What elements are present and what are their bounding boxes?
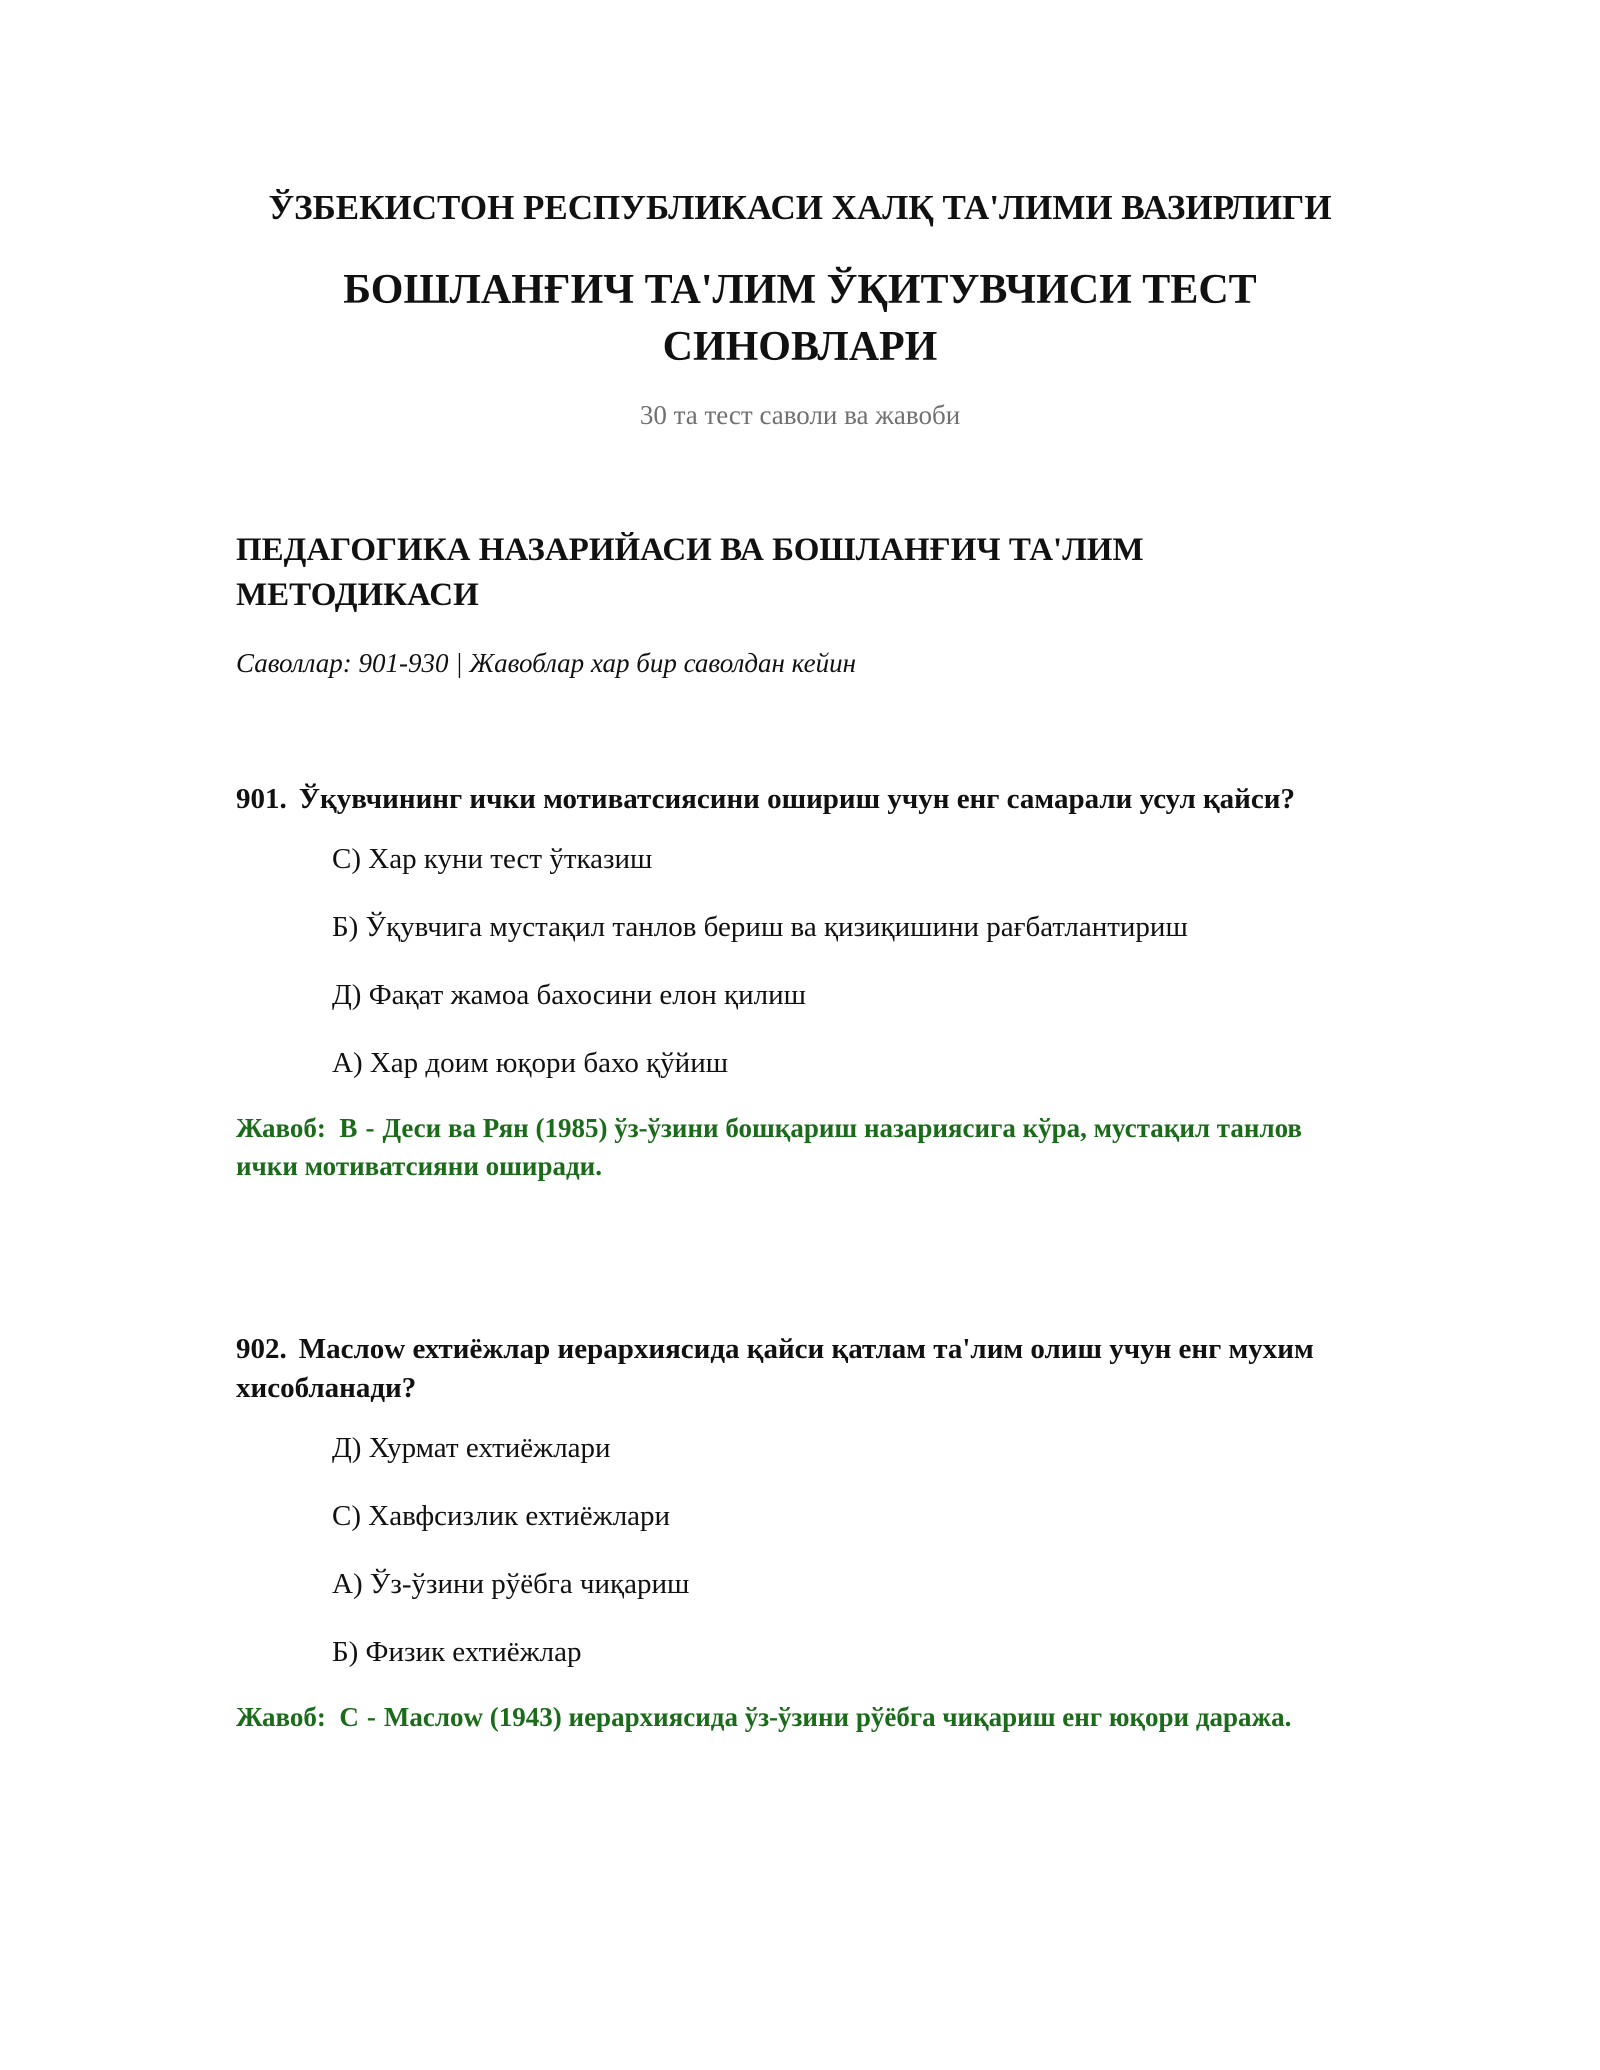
document-title: БОШЛАНҒИЧ ТА'ЛИМ ЎҚИТУВЧИСИ ТЕСТ СИНОВЛАРИ — [343, 267, 1257, 370]
option-item: А) Ўз-ўзини рўёбга чиқариш — [332, 1568, 690, 1600]
option-item: Б) Ўқувчига мустақил танлов бериш ва қизиқишини рағбатлантириш — [332, 911, 1188, 943]
answer-letter: В — [339, 1113, 358, 1143]
answer-label: Жавоб: — [236, 1702, 326, 1732]
answer-block — [236, 1698, 1366, 1736]
answer-block — [236, 1109, 1366, 1185]
answer-separator: - — [365, 1113, 375, 1143]
question-body: Маслоw ехтиёжлар иерархиясида қайси қатлам та'лим олиш учун енг мухим хисобланади? — [236, 1333, 1314, 1404]
question-901 — [236, 780, 1366, 1185]
answer-explanation: Деси ва Рян (1985) ўз-ўзини бошқариш назариясига кўра, мустақил танлов ички мотиватсияни оширади. — [236, 1113, 1303, 1181]
question-number: 901. — [236, 783, 287, 815]
section-title: ПЕДАГОГИКА НАЗАРИЙАСИ ВА БОШЛАНҒИЧ ТА'ЛИМ МЕТОДИКАСИ — [236, 532, 1144, 613]
ministry-heading: ЎЗБЕКИСТОН РЕСПУБЛИКАСИ ХАЛҚ ТА'ЛИМИ ВАЗИРЛИГИ — [268, 188, 1332, 227]
question-902 — [236, 1330, 1366, 1736]
option-item: Д) Фақат жамоа бахосини елон қилиш — [332, 979, 806, 1011]
question-body: Ўқувчининг ички мотиватсиясини ошириш учун енг самарали усул қайси? — [298, 783, 1295, 815]
question-number: 902. — [236, 1333, 287, 1365]
option-item: А) Хар доим юқори бахо қўйиш — [332, 1047, 729, 1079]
options-list — [332, 1430, 1366, 1671]
option-item: С) Хавфсизлик ехтиёжлари — [332, 1500, 671, 1532]
answer-separator: - — [366, 1702, 376, 1732]
section-meta: Саволлар: 901-930 | Жавоблар хар бир саволдан кейин — [236, 648, 857, 678]
answer-letter: С — [339, 1702, 359, 1732]
document-subtitle: 30 та тест саволи ва жавоби — [639, 400, 961, 430]
answer-explanation: Маслоw (1943) иерархиясида ўз-ўзини рўёбга чиқариш енг юқори даража. — [383, 1702, 1292, 1732]
question-text — [236, 780, 1366, 819]
option-item: Д) Хурмат ехтиёжлари — [332, 1432, 611, 1464]
question-text — [236, 1330, 1366, 1408]
option-item: С) Хар куни тест ўтказиш — [332, 843, 653, 875]
option-item: Б) Физик ехтиёжлар — [332, 1636, 582, 1668]
answer-label: Жавоб: — [236, 1113, 326, 1143]
options-list — [332, 841, 1366, 1082]
